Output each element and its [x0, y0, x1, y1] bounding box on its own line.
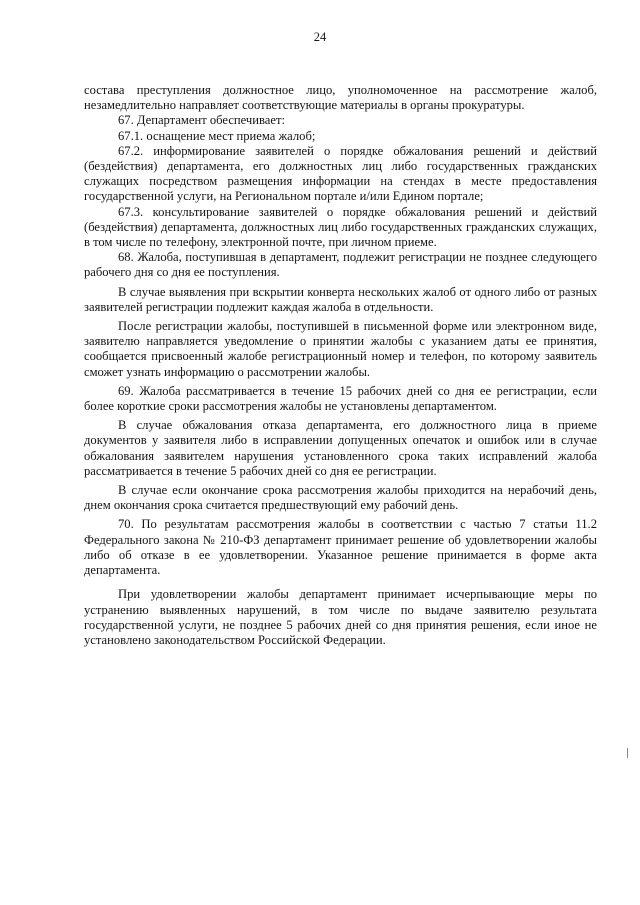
- paragraph-68-notification: После регистрации жалобы, поступившей в письменной форме или электронном виде, заявителю направляется уведомление о принятии жалобы с указанием даты ее принятия, сообщается присвоенный жалобе регистрационный номер и телефон, по которому заявитель сможет узнать информацию о рассмотрении жалобы.: [84, 319, 597, 379]
- paragraph-continuation: состава преступления должностное лицо, уполномоченное на рассмотрение жалоб, незамедлительно направляет соответствующие материалы в органы прокуратуры.: [84, 83, 597, 113]
- document-body: [84, 83, 597, 648]
- scan-artifact-mark: [627, 748, 628, 758]
- page-number: 24: [313, 30, 327, 44]
- paragraph-67-1: 67.1. оснащение мест приема жалоб;: [118, 128, 316, 143]
- paragraph-69-nonworking-day: В случае если окончание срока рассмотрения жалобы приходится на нерабочий день, днем окончания срока считается предшествующий ему рабочий день.: [84, 483, 597, 513]
- paragraph-70-satisfaction: При удовлетворении жалобы департамент принимает исчерпывающие меры по устранению выявленных нарушений, в том числе по выдаче заявителю результата государственной услуги, не позднее 5 рабочих дней со дня принятия решения, если иное не установлено законодательством Российской Федерации.: [84, 587, 597, 647]
- paragraph-69-refusal: В случае обжалования отказа департамента, его должностного лица в приеме документов у заявителя либо в исправлении допущенных опечаток и ошибок или в случае обжалования заявителем нарушения установленного срока таких исправлений жалоба рассматривается в течение 5 рабочих дней со дня ее регистрации.: [84, 418, 597, 478]
- paragraph-70: 70. По результатам рассмотрения жалобы в соответствии с частью 7 статьи 11.2 Федерального закона № 210-ФЗ департамент принимает решение об удовлетворении жалобы либо об отказе в ее удовлетворении. Указанное решение принимается в форме акта департамента.: [84, 517, 597, 578]
- paragraph-68-envelope: В случае выявления при вскрытии конверта нескольких жалоб от одного либо от разных заявителей регистрации подлежит каждая жалоба в отдельности.: [84, 284, 597, 314]
- paragraph-67: 67. Департамент обеспечивает:: [118, 113, 285, 128]
- paragraph-67-2: 67.2. информирование заявителей о порядке обжалования решений и действий (бездействия) департамента, его должностных лиц либо государственных гражданских служащих посредством размещения информации на стендах в месте предоставления государственной услуги, на Региональном портале и/или Едином портале;: [84, 143, 597, 204]
- paragraph-68: 68. Жалоба, поступившая в департамент, подлежит регистрации не позднее следующего рабочего дня со дня ее поступления.: [84, 250, 597, 280]
- paragraph-69: 69. Жалоба рассматривается в течение 15 рабочих дней со дня ее регистрации, если более короткие сроки рассмотрения жалобы не установлены департаментом.: [84, 383, 597, 414]
- paragraph-67-3: 67.3. консультирование заявителей о порядке обжалования решений и действий (бездействия) департамента, должностных лиц либо государственных гражданских служащих, в том числе по телефону, электронной почте, при личном приеме.: [84, 204, 597, 250]
